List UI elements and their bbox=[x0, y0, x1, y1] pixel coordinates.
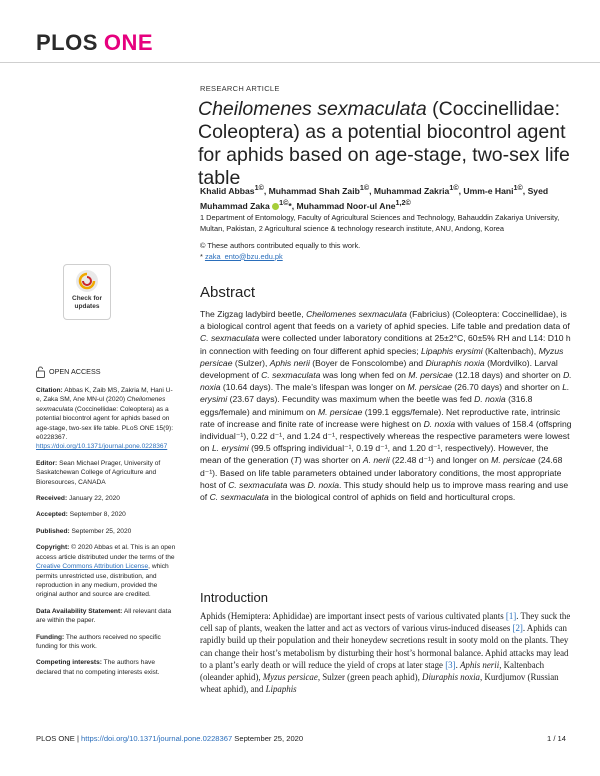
intro-text: Aphids (Hemiptera: Aphididae) are important insect pests of various cultivated plants bbox=[200, 611, 506, 621]
abstract-species: C. sexmaculata bbox=[209, 492, 269, 503]
license-link[interactable]: Creative Commons Attribution License bbox=[36, 563, 149, 571]
author-name[interactable]: , Muhammad Zakria bbox=[369, 185, 450, 196]
abstract-species: L. erysimi bbox=[211, 443, 249, 454]
data-availability-section bbox=[36, 607, 176, 626]
abstract-species: D. noxia bbox=[307, 479, 340, 490]
editor-text: Sean Michael Prager, University of Saskatchewan College of Agriculture and Bioresources, CANADA bbox=[36, 459, 161, 486]
reference-link[interactable]: [3] bbox=[445, 659, 456, 670]
intro-text: , Kaltenbach (oleander aphid), bbox=[200, 659, 545, 683]
abstract-species: M. persicae bbox=[491, 455, 536, 466]
abstract-species: M. persicae bbox=[408, 370, 453, 381]
refresh-icon bbox=[76, 270, 98, 292]
author-name[interactable]: , Umm-e Hani bbox=[458, 185, 514, 196]
open-lock-icon bbox=[36, 366, 45, 378]
abstract-species: L. erysimi bbox=[200, 382, 570, 405]
funding-label: Funding: bbox=[36, 633, 65, 641]
published-label: Published: bbox=[36, 527, 70, 535]
title-rest: (Coccinellidae: Coleoptera) as a potential biocontrol agent for aphids based on age-stage, two-sex life table bbox=[198, 98, 570, 189]
abstract-species: Diuraphis noxia bbox=[425, 357, 485, 368]
author-sup: 1© bbox=[279, 198, 289, 207]
author-name[interactable]: , Syed Muhammad Zaka bbox=[200, 185, 549, 211]
abstract-body bbox=[200, 308, 572, 503]
abstract-text: was bbox=[287, 479, 308, 490]
abstract-text: (Fabricius) (Coleoptera: Coccinellidae), is a biological control agent that feeds on a variety of aphid species. Life table and predation data of bbox=[200, 309, 570, 332]
abstract-text: (24.68 d⁻¹). Based on life table parameters obtained under laboratory conditions, the most appropriate host of bbox=[200, 455, 563, 490]
abstract-text: (Sulzer), bbox=[232, 357, 270, 368]
abstract-text: (Mordvilko). Larval development of bbox=[200, 357, 558, 381]
abstract-text: (12.18 days) and shorter on bbox=[452, 370, 564, 381]
abstract-text: were collected under laboratory conditions at 25±2°C, 60±5% RH and L14: D10 h in connection with feeding on four different aphid species; bbox=[200, 333, 571, 356]
accepted-label: Accepted: bbox=[36, 511, 68, 519]
check-for-updates-badge[interactable] bbox=[63, 264, 111, 320]
email-prefix: * bbox=[200, 251, 205, 261]
abstract-species: Aphis nerii bbox=[269, 357, 310, 368]
author-sup: 1© bbox=[513, 184, 523, 192]
footer-separator: | bbox=[74, 734, 82, 743]
abstract-species: Myzus persicae bbox=[200, 345, 564, 368]
citation-text: Abbas K, Zaib MS, Zakria M, Hani U-e, Zaka SM, Ane MN-ul (2020) bbox=[36, 387, 173, 404]
corresponding-email bbox=[200, 252, 572, 263]
article-type: RESEARCH ARTICLE bbox=[200, 84, 280, 93]
equal-contribution-note: © These authors contributed equally to this work. bbox=[200, 241, 361, 250]
abstract-text: . This study should help us to improve mass rearing and use of bbox=[200, 479, 569, 503]
abstract-text: (199.1 eggs/female). Net reproductive rate, intrinsic rate of increase and finite rate of increase were highest on bbox=[200, 406, 561, 429]
abstract-species: C. sexmaculata bbox=[261, 370, 321, 381]
open-access-label: OPEN ACCESS bbox=[49, 367, 101, 377]
logo-one: ONE bbox=[103, 30, 154, 55]
abstract-species: M. persicae bbox=[407, 382, 452, 393]
accepted-section bbox=[36, 510, 176, 519]
abstract-text: (Kaltenbach), bbox=[482, 345, 539, 356]
footer-citation bbox=[36, 734, 303, 743]
abstract-heading: Abstract bbox=[200, 284, 256, 301]
intro-species: Lipaphis bbox=[265, 684, 297, 695]
check-for-updates-label bbox=[64, 295, 110, 311]
author-name[interactable]: , Muhammad Shah Zaib bbox=[263, 185, 360, 196]
footer-journal: PLOS ONE bbox=[36, 734, 75, 743]
title-species: Cheilomenes sexmaculata bbox=[198, 98, 427, 120]
article-info-sidebar bbox=[36, 366, 176, 684]
author-sup: 1© bbox=[449, 184, 459, 192]
intro-text: . Aphids can rapidly build up their population and their honeydew secretions result in sooty mold on the plants. They can change their host’s metabolism by disturbing their host’s hormonal balance. Aphid attacks may lead to a plant’s early death or will reduce the yield of crops at later stage bbox=[200, 623, 569, 670]
footer-doi-link[interactable]: https://doi.org/10.1371/journal.pone.0228367 bbox=[81, 734, 233, 743]
author-notes bbox=[200, 241, 572, 262]
abstract-text: (10.64 days). The male’s lifespan was longer on bbox=[220, 382, 408, 393]
citation-label: Citation: bbox=[36, 387, 63, 394]
check-for-updates-icon bbox=[76, 270, 98, 292]
competing-interests-text: The authors have declared that no competing interests exist. bbox=[36, 659, 160, 676]
competing-interests-label: Competing interests: bbox=[36, 659, 102, 667]
page-number: 1 / 14 bbox=[547, 734, 566, 743]
reference-link[interactable]: [1] bbox=[505, 611, 517, 621]
check-for-line: Check for bbox=[72, 295, 102, 302]
author-sup: 1,2© bbox=[395, 198, 411, 207]
received-label: Received: bbox=[36, 495, 68, 503]
introduction-body bbox=[200, 610, 572, 695]
email-link[interactable]: zaka_ento@bzu.edu.pk bbox=[204, 251, 283, 261]
abstract-text: in the biological control of aphids on field and horticultural crops. bbox=[268, 492, 516, 503]
editor-section bbox=[36, 459, 176, 487]
copyright-section bbox=[36, 543, 176, 599]
abstract-text: ) was shorter on bbox=[298, 455, 363, 466]
published-date: September 25, 2020 bbox=[69, 527, 132, 535]
header-divider bbox=[0, 62, 600, 63]
copyright-text: © 2020 Abbas et al. This is an open access article distributed under the terms of the bbox=[36, 544, 176, 561]
abstract-text: The Zigzag ladybird beetle, bbox=[200, 309, 307, 319]
intro-text: . bbox=[455, 659, 460, 670]
funding-section bbox=[36, 633, 176, 652]
open-access-row bbox=[36, 366, 176, 378]
abstract-species: D. noxia bbox=[423, 418, 456, 429]
abstract-text: (Boyer de Fonscolombe) and bbox=[309, 357, 426, 368]
abstract-text: (26.70 days) and shorter on bbox=[451, 382, 563, 393]
citation-doi-link[interactable]: https://doi.org/10.1371/journal.pone.0228367 bbox=[36, 443, 168, 451]
citation-section bbox=[36, 386, 176, 452]
intro-text: . They suck the cell sap of plants, weaken the latter and act as vectors of various virus-induced diseases bbox=[200, 611, 571, 634]
intro-species: Aphis nerii bbox=[460, 659, 500, 670]
funding-text: The authors received no specific funding for this work. bbox=[36, 633, 161, 650]
abstract-species: D. noxia bbox=[474, 394, 506, 405]
abstract-text: (316.8 eggs/female) and minimum on bbox=[200, 394, 533, 417]
logo-plos: PLOS bbox=[36, 30, 98, 55]
abstract-species: Cheilomenes sexmaculata bbox=[306, 309, 407, 319]
abstract-species: C. sexmaculata bbox=[200, 333, 260, 344]
published-section bbox=[36, 527, 176, 536]
reference-link[interactable]: [2] bbox=[512, 623, 523, 634]
editor-label: Editor: bbox=[36, 459, 58, 467]
abstract-text: (23.67 days). Fecundity was maximum when the beetle was fed bbox=[227, 394, 475, 405]
citation-text: (Coccinellidae: Coleoptera) as a potential biocontrol agent for aphids based on age-stage, two-sex life table. PLoS ONE 15(9): e0228367. bbox=[36, 405, 174, 442]
data-availability-label: Data Availability Statement: bbox=[36, 607, 123, 615]
accepted-date: September 8, 2020 bbox=[67, 511, 126, 519]
author-sup: 1© bbox=[254, 184, 264, 192]
author-list bbox=[200, 182, 570, 212]
updates-line: updates bbox=[74, 303, 100, 310]
author-name[interactable]: *, Muhammad Noor-ul Ane bbox=[288, 200, 396, 211]
data-availability-text: All relevant data are within the paper. bbox=[36, 607, 172, 625]
copyright-label: Copyright: bbox=[36, 544, 70, 552]
abstract-species: M. persicae bbox=[317, 406, 363, 417]
abstract-species: A. nerii bbox=[362, 455, 390, 466]
abstract-text: was long when fed on bbox=[320, 370, 409, 381]
journal-logo bbox=[36, 30, 153, 56]
copyright-text: , which permits unrestricted use, distribution, and reproduction in any medium, provided the original author and source are credited. bbox=[36, 563, 169, 599]
abstract-text: (99.5 offspring individual⁻¹, 0.19 d⁻¹, and 1.20 d⁻¹, respectively). However, the mean of the generation ( bbox=[200, 443, 549, 466]
abstract-species: D. noxia bbox=[200, 370, 572, 393]
article-title bbox=[198, 98, 570, 190]
abstract-text: (22.48 d⁻¹) and longer on bbox=[389, 455, 492, 466]
abstract-text: with values of 158.4 (offspring individual⁻¹), 0.22 d⁻¹, and 1.24 d⁻¹, respectively whereas the respective parameters were lowest on bbox=[200, 418, 572, 454]
footer-date: September 25, 2020 bbox=[232, 734, 304, 743]
citation-species: Cheilomenes sexmaculata bbox=[36, 396, 166, 413]
intro-species: Diuraphis noxia bbox=[422, 672, 480, 683]
affiliations: 1 Department of Entomology, Faculty of Agricultural Sciences and Technology, Bahauddin Zakariya University, Multan, Pakistan, 2 Agricultural science & technology research institute, ANU, Andong, Korea bbox=[200, 213, 560, 233]
intro-species: Myzus persicae bbox=[262, 672, 318, 683]
abstract-species: Lipaphis erysimi bbox=[421, 345, 483, 356]
author-name[interactable]: Khalid Abbas bbox=[200, 185, 255, 196]
abstract-species: C. sexmaculata bbox=[228, 479, 288, 490]
intro-text: , Kurdjumov (Russian wheat aphid), and bbox=[200, 672, 559, 695]
introduction-heading: Introduction bbox=[200, 590, 268, 605]
abstract-variable: T bbox=[293, 455, 299, 466]
competing-interests-section bbox=[36, 658, 176, 677]
author-sup: 1© bbox=[359, 184, 370, 192]
intro-text: , Sulzer (green peach aphid), bbox=[317, 672, 423, 683]
received-section bbox=[36, 494, 176, 503]
received-date: January 22, 2020 bbox=[67, 495, 120, 503]
